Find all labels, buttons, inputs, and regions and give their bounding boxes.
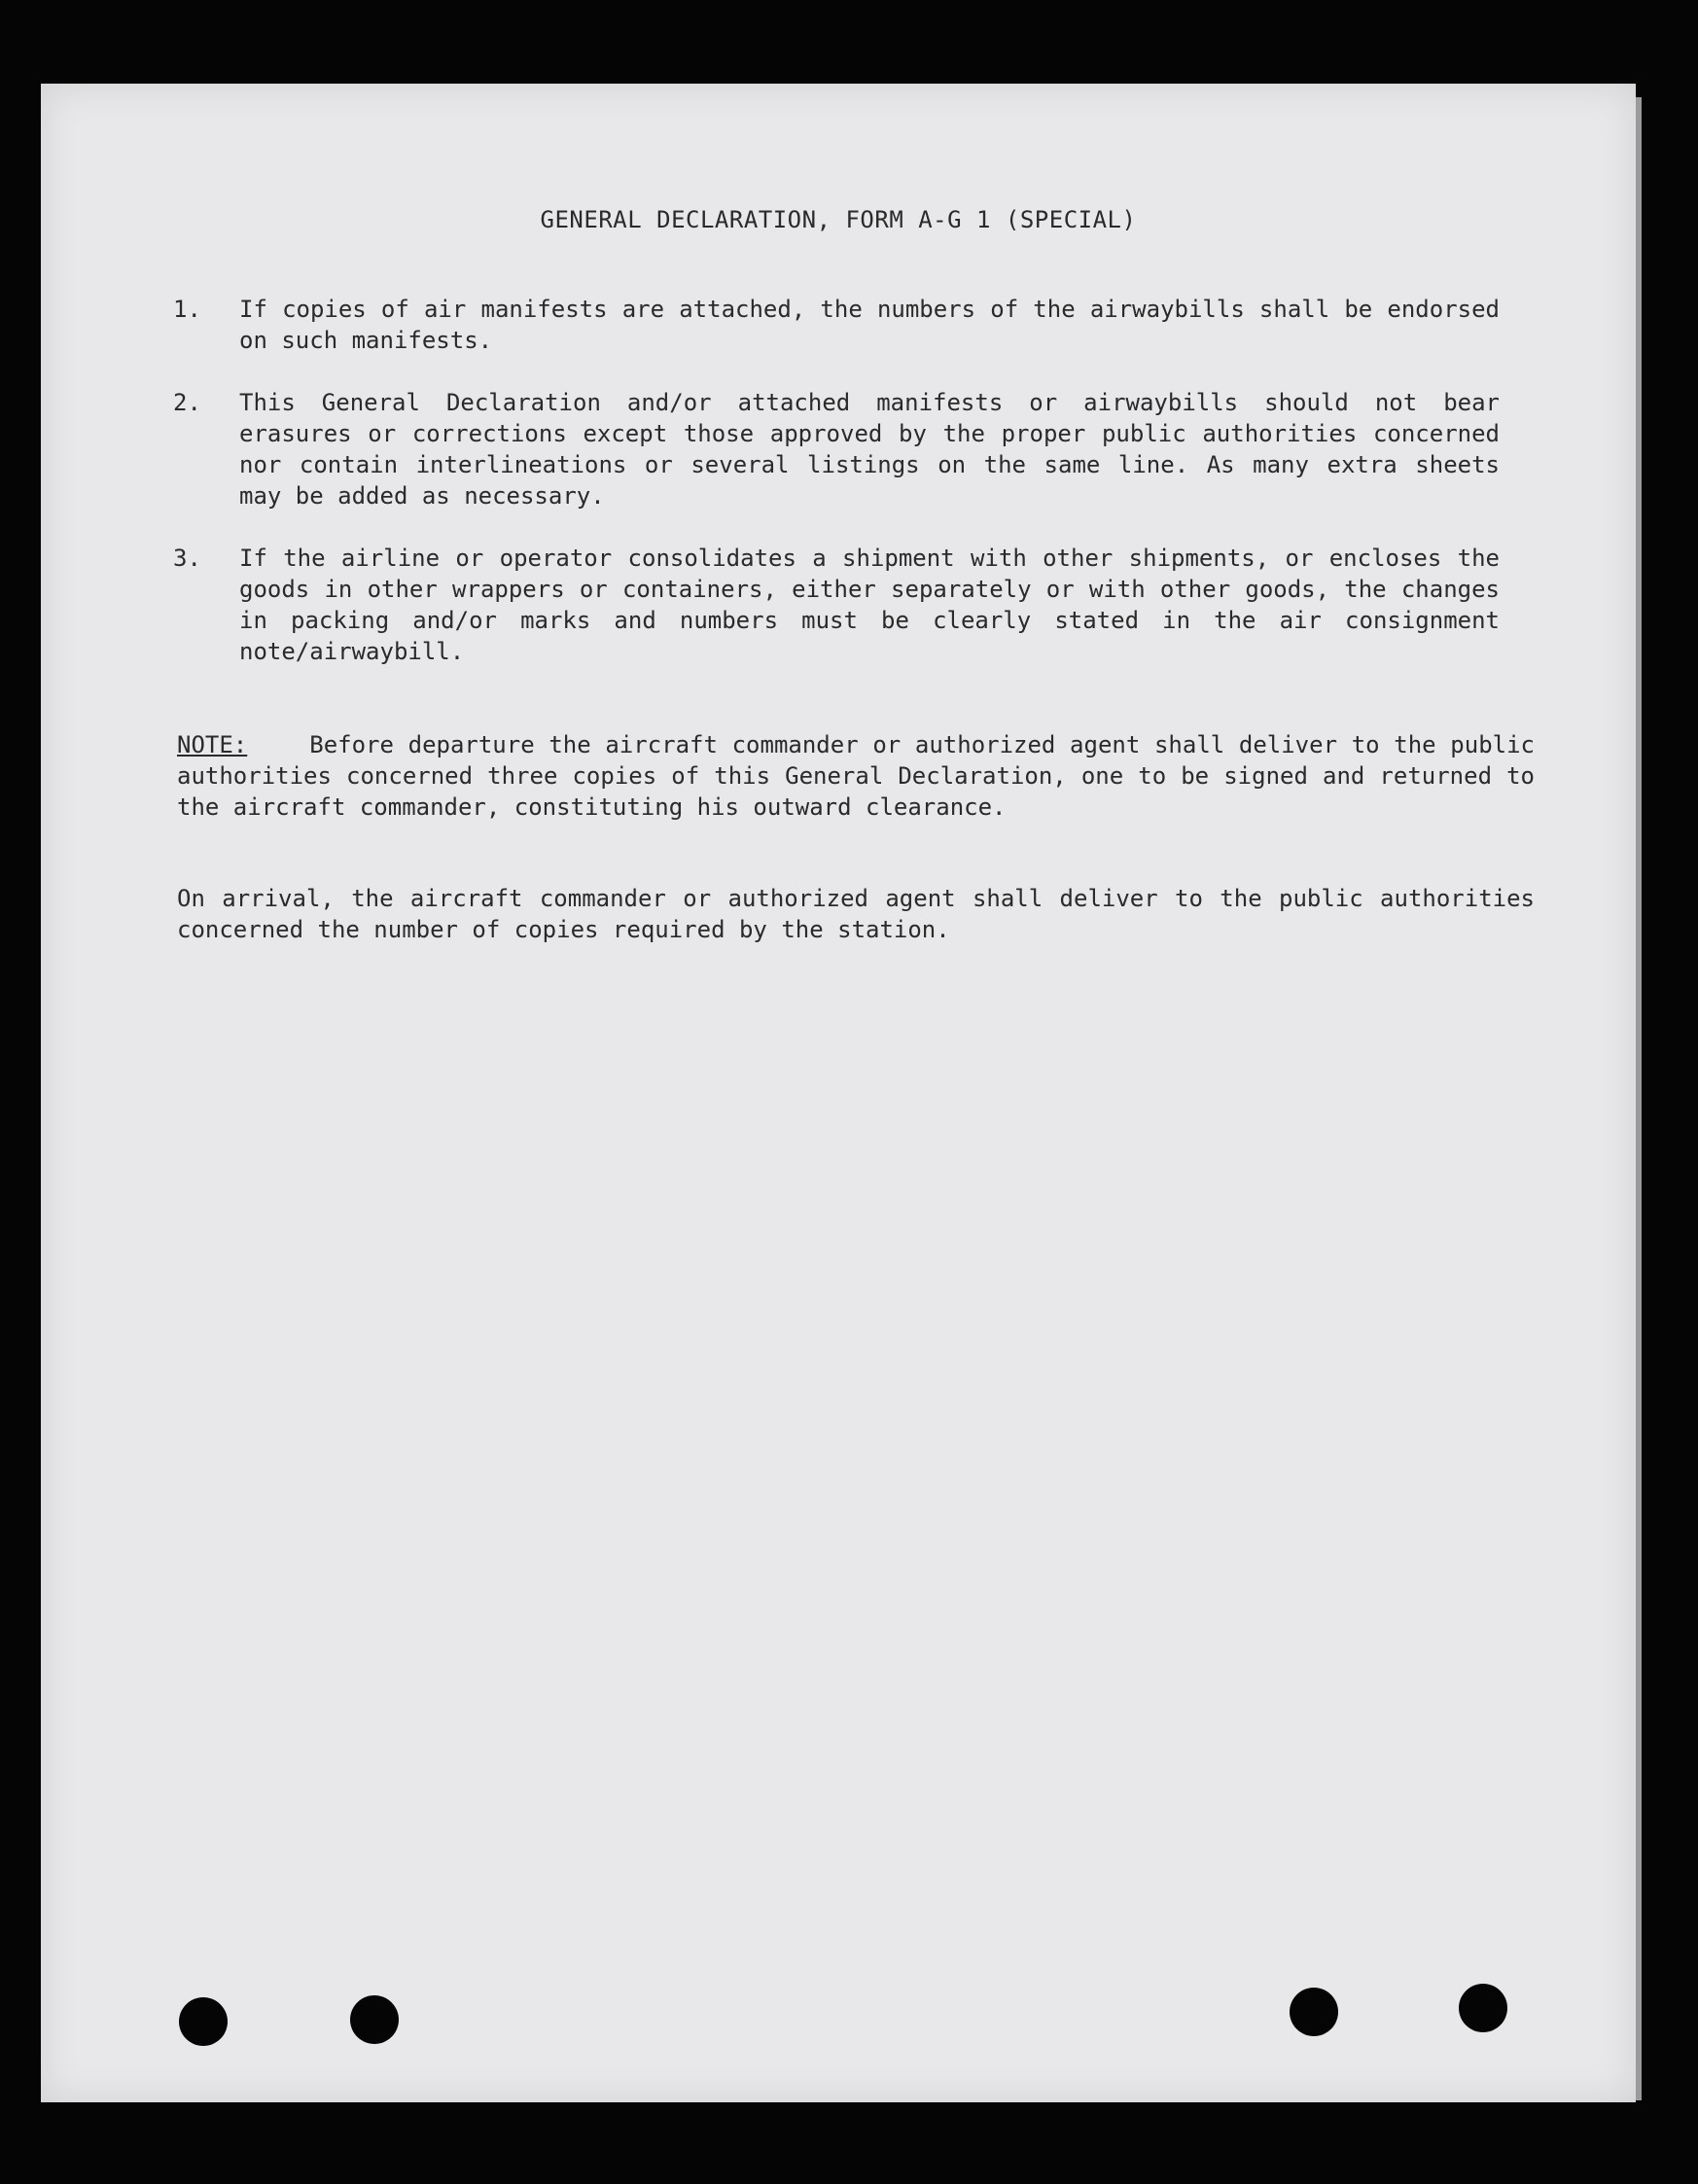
note-text: Before departure the aircraft commander or authorized agent shall deliver to the public authorities concerned three copies of this General Declaration, one to be signed and returned to the aircraft commander, constituting his outward clearance. xyxy=(177,731,1535,821)
page-edge-shadow xyxy=(1636,97,1642,2100)
note-paragraph xyxy=(177,729,1535,823)
document-body xyxy=(41,84,1636,2102)
document-page xyxy=(41,84,1636,2102)
arrival-paragraph xyxy=(177,883,1535,945)
list-item-number: 2. xyxy=(173,389,201,416)
note-label: NOTE: xyxy=(177,731,248,758)
list-item-number: 3. xyxy=(173,545,201,572)
list-item-text: If copies of air manifests are attached, the numbers of the airwaybills shall be endorsed on such manifests. xyxy=(239,296,1500,354)
arrival-text: On arrival, the aircraft commander or authorized agent shall deliver to the public authorities concerned the number of copies required by the station. xyxy=(177,885,1535,943)
list-item-number: 1. xyxy=(173,296,201,323)
list-item-text: If the airline or operator consolidates a shipment with other shipments, or encloses the goods in other wrappers or containers, either separately or with other goods, the changes in packing and/or marks and numbers must be clearly stated in the air consignment note/airwaybill. xyxy=(239,545,1500,665)
list-item-text: This General Declaration and/or attached manifests or airwaybills should not bear erasures or corrections except those approved by the proper public authorities concerned nor contain interlineations or several listings on the same line. As many extra sheets may be added as necessary. xyxy=(239,389,1500,510)
punch-hole-icon xyxy=(1459,1984,1507,2032)
document-title: GENERAL DECLARATION, FORM A-G 1 (SPECIAL) xyxy=(540,206,1137,233)
punch-hole-icon xyxy=(350,1995,399,2044)
punch-hole-icon xyxy=(179,1997,228,2046)
punch-hole-icon xyxy=(1290,1988,1338,2036)
